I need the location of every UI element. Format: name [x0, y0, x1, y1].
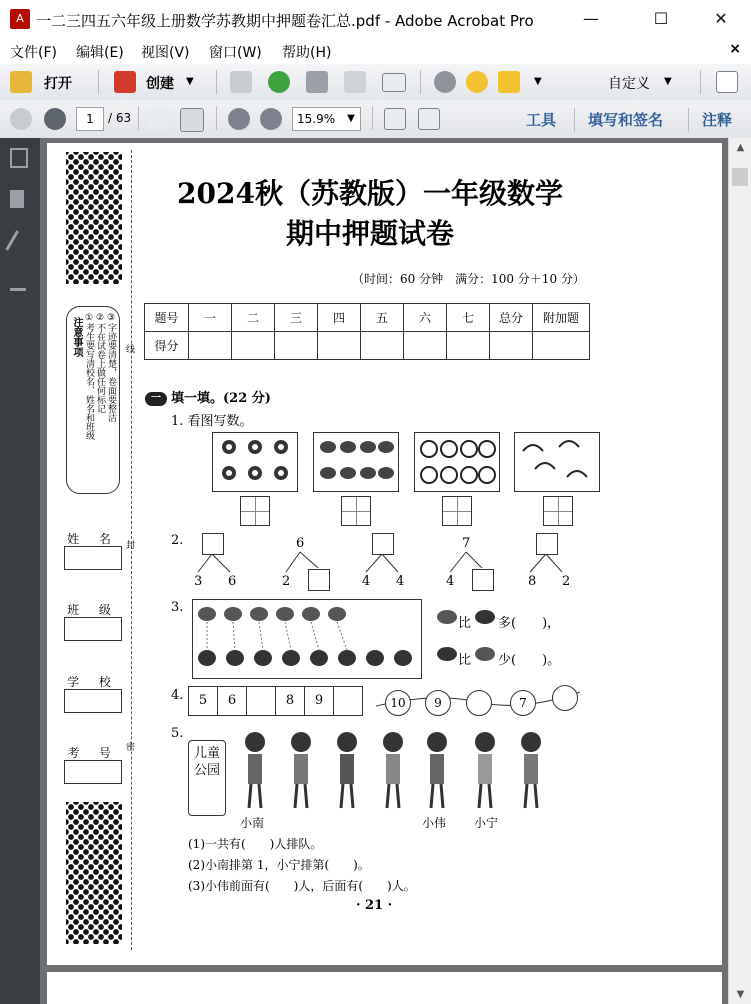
sequence-circle — [552, 685, 578, 711]
child-figure-icon — [470, 730, 500, 810]
number-bond-bottom: 8 — [528, 574, 537, 589]
menu-window[interactable]: 窗口(W) — [209, 45, 262, 61]
question-2-label: 2. — [171, 533, 184, 548]
doc-title-line1: 2024秋（苏教版）一年级数学 — [177, 177, 563, 210]
score-cell — [404, 332, 447, 360]
page-number: · 21 · — [356, 898, 393, 913]
create-pdf-icon[interactable] — [114, 71, 136, 93]
table-header-cell: 题号 — [145, 304, 189, 332]
fill-sign-pane-button[interactable]: 填写和签名 — [588, 111, 664, 129]
score-cell — [447, 332, 490, 360]
upload-cloud-icon[interactable] — [268, 71, 290, 93]
customize-dropdown-icon[interactable]: ▼ — [664, 76, 672, 87]
sequence-cell: 6 — [217, 686, 247, 716]
kid-name-label: 小伟 — [422, 816, 447, 830]
score-cell — [533, 332, 590, 360]
previous-page-icon[interactable] — [10, 108, 32, 130]
toolbar-separator — [420, 70, 421, 94]
score-cell — [232, 332, 275, 360]
exam-number-label: 考 号 — [67, 746, 119, 760]
table-header-cell: 七 — [447, 304, 490, 332]
number-bond-blank — [472, 569, 494, 591]
section-heading — [145, 387, 271, 406]
sequence-circle — [466, 690, 492, 716]
child-figure-icon — [422, 730, 452, 810]
document-close-icon[interactable]: × — [729, 41, 741, 57]
signatures-icon[interactable] — [10, 276, 26, 291]
notes-box — [66, 306, 120, 494]
window-title: 一二三四五六年级上册数学苏教期中押题卷汇总.pdf - Adobe Acrobat Pro — [36, 12, 534, 30]
open-button[interactable]: 打开 — [44, 76, 72, 92]
picture-fish — [313, 432, 399, 492]
table-row — [145, 304, 590, 332]
minimize-button[interactable]: — — [583, 9, 599, 28]
score-cell — [189, 332, 232, 360]
zoom-out-icon[interactable] — [228, 108, 250, 130]
tools-pane-button[interactable]: 工具 — [526, 111, 557, 129]
attachments-icon[interactable] — [5, 230, 27, 256]
sunflower-icon — [213, 433, 297, 491]
email-icon[interactable] — [382, 73, 406, 92]
picture-sunflowers — [212, 432, 298, 492]
toolbar-separator — [216, 106, 217, 130]
name-label: 姓 名 — [67, 532, 119, 546]
menu-edit[interactable]: 编辑(E) — [76, 45, 124, 61]
table-row — [145, 332, 590, 360]
toolbar-separator — [216, 70, 217, 94]
answer-grid — [543, 496, 573, 526]
note-1: ①考生要写清校名、姓名和班级 — [84, 313, 94, 440]
menu-file[interactable]: 文件(F) — [10, 45, 57, 61]
kid-name-label: 小宁 — [474, 816, 499, 830]
doc-title-line2: 期中押题试卷 — [285, 217, 454, 250]
score-cell — [318, 332, 361, 360]
compare-less-blank: 少( )。 — [498, 653, 561, 668]
create-dropdown-icon[interactable]: ▼ — [186, 76, 194, 87]
highlight-text-icon[interactable] — [498, 71, 520, 93]
menu-bar — [0, 38, 751, 65]
class-field — [64, 617, 122, 641]
score-table — [144, 303, 590, 360]
maximize-button[interactable]: ☐ — [653, 9, 669, 28]
save-icon[interactable] — [230, 71, 252, 93]
question-5-part-1: (1)一共有( )人排队。 — [188, 837, 323, 851]
kid-name-label: 小南 — [240, 816, 265, 830]
butterfly-icon — [474, 645, 496, 663]
sequence-circle: 7 — [510, 690, 536, 716]
binding-mark-seal: 封 — [126, 541, 136, 551]
score-cell — [490, 332, 533, 360]
child-figure-icon — [332, 730, 362, 810]
picture-butterflies-bees — [192, 599, 422, 679]
decorative-pattern-top — [66, 152, 122, 284]
scroll-up-icon[interactable]: ▲ — [736, 142, 745, 153]
school-field — [64, 689, 122, 713]
bee-icon — [474, 608, 496, 626]
number-bond-bottom: 2 — [562, 574, 571, 589]
table-header-cell: 附加题 — [533, 304, 590, 332]
question-5-part-2: (2)小南排第 1，小宁排第( )。 — [188, 858, 370, 872]
main-toolbar — [0, 64, 751, 101]
table-header-cell: 三 — [275, 304, 318, 332]
note-2: ②不在试卷上做任何标记 — [95, 313, 105, 413]
decorative-pattern-bottom — [66, 802, 122, 944]
bookmarks-icon[interactable] — [10, 190, 24, 208]
note-3: ③字迹要清楚，卷面要整洁 — [106, 313, 116, 422]
sequence-circle: 10 — [385, 690, 411, 716]
fit-page-icon[interactable] — [384, 108, 406, 130]
toolbar-separator — [688, 108, 689, 132]
zoom-input[interactable]: 15.9% — [292, 107, 348, 131]
park-sign: 儿童公园 — [188, 740, 226, 816]
shrimp-icon — [515, 433, 599, 491]
scrollbar-thumb[interactable] — [732, 168, 748, 186]
toolbar-separator — [372, 106, 373, 130]
toolbar-separator — [98, 70, 99, 94]
exam-number-field — [64, 760, 122, 784]
number-bond-blank — [308, 569, 330, 591]
number-bond-top: 6 — [296, 536, 305, 551]
table-header-cell: 总分 — [490, 304, 533, 332]
number-bond-bottom: 4 — [362, 574, 371, 589]
sequence-cell — [333, 686, 363, 716]
section-title: 填一填。(22 分) — [171, 391, 271, 406]
fish-icon — [314, 433, 398, 491]
expand-icon[interactable] — [716, 71, 738, 93]
notes-title: 注意事项 — [71, 317, 82, 357]
table-header-cell: 一 — [189, 304, 232, 332]
pumpkin-icon — [415, 433, 499, 491]
table-header-cell: 五 — [361, 304, 404, 332]
exam-time-info: （时间：60 分钟 满分：100 分＋10 分） — [352, 272, 585, 286]
zoom-in-icon[interactable] — [260, 108, 282, 130]
number-bond-bottom: 6 — [228, 574, 237, 589]
menu-view[interactable]: 视图(V) — [141, 45, 190, 61]
butterfly-icon — [436, 608, 458, 626]
child-figure-icon — [378, 730, 408, 810]
sequence-cell — [246, 686, 276, 716]
picture-pumpkins — [414, 432, 500, 492]
bee-icon — [436, 645, 458, 663]
toolbar-separator — [574, 108, 575, 132]
question-5-part-3: (3)小伟前面有( )人，后面有( )人。 — [188, 879, 416, 893]
edit-icon[interactable] — [344, 71, 366, 93]
number-bond-top: 7 — [462, 536, 471, 551]
number-bond-blank — [536, 533, 558, 555]
hand-tool-icon[interactable] — [180, 108, 204, 132]
answer-grid — [341, 496, 371, 526]
binding-mark-dense: 密 — [126, 743, 136, 753]
toolbar-separator — [700, 70, 701, 94]
sequence-circle: 9 — [425, 690, 451, 716]
child-figure-icon — [240, 730, 270, 810]
table-row-label: 得分 — [145, 332, 189, 360]
customize-button[interactable]: 自定义 — [608, 76, 650, 92]
table-header-cell: 二 — [232, 304, 275, 332]
next-page-icon[interactable] — [44, 108, 66, 130]
sequence-cell: 8 — [275, 686, 305, 716]
score-cell — [275, 332, 318, 360]
question-4-label: 4. — [171, 688, 184, 703]
title-bar — [0, 0, 751, 39]
number-bond-blank — [372, 533, 394, 555]
child-figure-icon — [286, 730, 316, 810]
page-total: / 63 — [108, 111, 132, 125]
navigation-panel — [0, 138, 40, 1004]
compare-more-blank: 多( )， — [498, 616, 561, 631]
pdf-page-next — [47, 972, 722, 1004]
table-header-cell: 四 — [318, 304, 361, 332]
answer-grid — [240, 496, 270, 526]
child-figure-icon — [516, 730, 546, 810]
answer-grid — [442, 496, 472, 526]
number-bond-bottom: 4 — [446, 574, 455, 589]
sequence-cell: 9 — [304, 686, 334, 716]
select-cursor-icon[interactable] — [148, 108, 170, 130]
zoom-dropdown-icon[interactable]: ▼ — [342, 107, 361, 131]
compare-word: 比 — [458, 616, 472, 631]
full-screen-icon[interactable] — [418, 108, 440, 130]
binding-mark-line: 线 — [126, 345, 136, 355]
class-label: 班 级 — [67, 603, 119, 617]
score-cell — [361, 332, 404, 360]
comment-bubble-icon[interactable] — [466, 71, 488, 93]
section-number-badge: 一 — [145, 392, 167, 406]
number-bond-blank — [202, 533, 224, 555]
close-button[interactable]: ✕ — [714, 9, 728, 28]
school-label: 学 校 — [67, 675, 119, 689]
open-folder-icon[interactable] — [10, 71, 32, 93]
more-tools-icon[interactable]: ▼ — [534, 76, 542, 87]
question-1-label: 1. 看图写数。 — [171, 414, 253, 429]
number-bond-bottom: 3 — [194, 574, 203, 589]
scroll-down-icon[interactable]: ▼ — [736, 989, 745, 1000]
butterfly-bee-icon — [193, 600, 421, 678]
number-bond-bottom: 4 — [396, 574, 405, 589]
print-icon[interactable] — [306, 71, 328, 93]
compare-word: 比 — [458, 653, 472, 668]
number-bond-bottom: 2 — [282, 574, 291, 589]
vertical-scrollbar[interactable] — [728, 138, 751, 1004]
gear-icon[interactable] — [434, 71, 456, 93]
question-5-label: 5. — [171, 726, 184, 741]
toolbar-separator — [138, 106, 139, 130]
comment-pane-button[interactable]: 注释 — [702, 111, 733, 129]
sequence-cell: 5 — [188, 686, 218, 716]
acrobat-icon: A — [10, 9, 30, 29]
menu-help[interactable]: 帮助(H) — [282, 45, 332, 61]
page-number-input[interactable]: 1 — [76, 107, 104, 131]
question-3-label: 3. — [171, 600, 184, 615]
table-header-cell: 六 — [404, 304, 447, 332]
page-thumbnails-icon[interactable] — [10, 148, 28, 168]
name-field — [64, 546, 122, 570]
create-button[interactable]: 创建 — [146, 76, 174, 92]
picture-shrimps — [514, 432, 600, 492]
